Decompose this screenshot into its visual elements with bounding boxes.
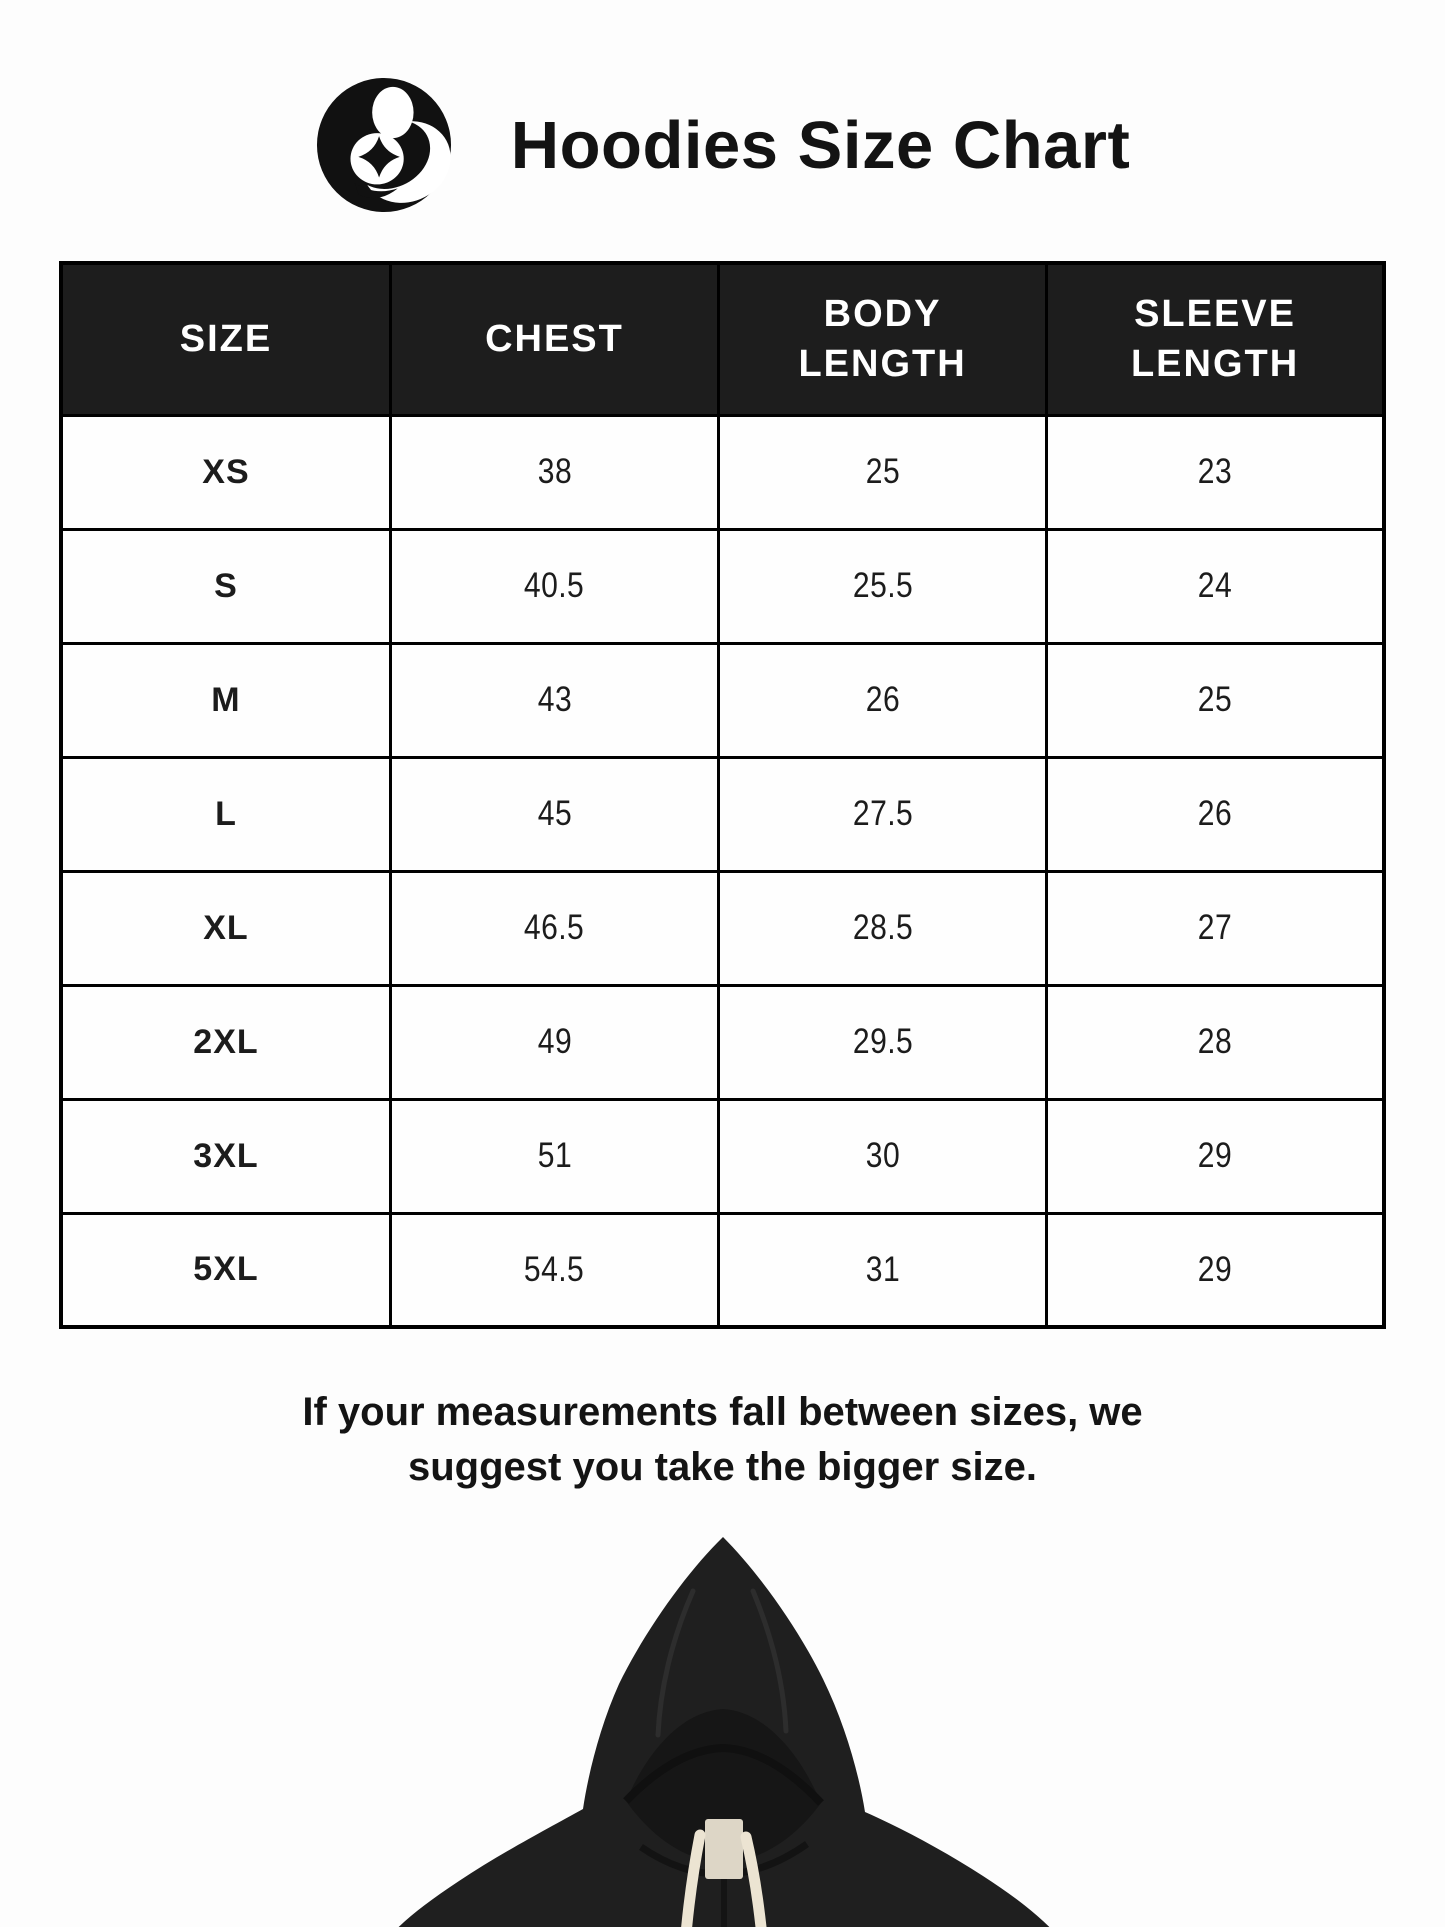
chest-value: 40.5: [390, 529, 718, 643]
table-row: [61, 1213, 1384, 1327]
body-length-value: 27.5: [719, 757, 1047, 871]
table-row: [61, 1099, 1384, 1213]
hoodie-image: [343, 1529, 1103, 1927]
table-row: [61, 871, 1384, 985]
chest-value: 54.5: [390, 1213, 718, 1327]
body-length-value: 28.5: [719, 871, 1047, 985]
column-header-sleeve-length: SLEEVE LENGTH: [1047, 263, 1384, 415]
sleeve-length-value: 24: [1047, 529, 1384, 643]
chest-value: 43: [390, 643, 718, 757]
column-header-chest: CHEST: [390, 263, 718, 415]
size-label: 3XL: [61, 1099, 390, 1213]
table-row: [61, 757, 1384, 871]
sleeve-length-value: 28: [1047, 985, 1384, 1099]
body-length-value: 31: [719, 1213, 1047, 1327]
chest-value: 51: [390, 1099, 718, 1213]
chest-value: 38: [390, 415, 718, 529]
size-label: XS: [61, 415, 390, 529]
page-title: Hoodies Size Chart: [510, 107, 1131, 183]
body-length-value: 26: [719, 643, 1047, 757]
body-length-value: 30: [719, 1099, 1047, 1213]
sleeve-length-value: 29: [1047, 1099, 1384, 1213]
sleeve-length-value: 23: [1047, 415, 1384, 529]
size-label: S: [61, 529, 390, 643]
hoodie-photo: [0, 1529, 1445, 1927]
table-header-row: [61, 263, 1384, 415]
sleeve-length-value: 26: [1047, 757, 1384, 871]
body-length-value: 25: [719, 415, 1047, 529]
page-header: [0, 0, 1445, 214]
body-length-value: 29.5: [719, 985, 1047, 1099]
size-label: 5XL: [61, 1213, 390, 1327]
size-label: M: [61, 643, 390, 757]
size-label: 2XL: [61, 985, 390, 1099]
size-chart-table: [59, 261, 1386, 1329]
chest-value: 49: [390, 985, 718, 1099]
size-label: XL: [61, 871, 390, 985]
body-length-value: 25.5: [719, 529, 1047, 643]
chest-value: 45: [390, 757, 718, 871]
size-label: L: [61, 757, 390, 871]
sleeve-length-value: 25: [1047, 643, 1384, 757]
table-row: [61, 529, 1384, 643]
table-row: [61, 415, 1384, 529]
table-row: [61, 643, 1384, 757]
brand-logo-icon: [315, 76, 453, 214]
sleeve-length-value: 29: [1047, 1213, 1384, 1327]
column-header-size: SIZE: [61, 263, 390, 415]
table-row: [61, 985, 1384, 1099]
chest-value: 46.5: [390, 871, 718, 985]
column-header-body-length: BODY LENGTH: [719, 263, 1047, 415]
sleeve-length-value: 27: [1047, 871, 1384, 985]
sizing-note: If your measurements fall between sizes, we suggest you take the bigger size.: [302, 1390, 1143, 1490]
